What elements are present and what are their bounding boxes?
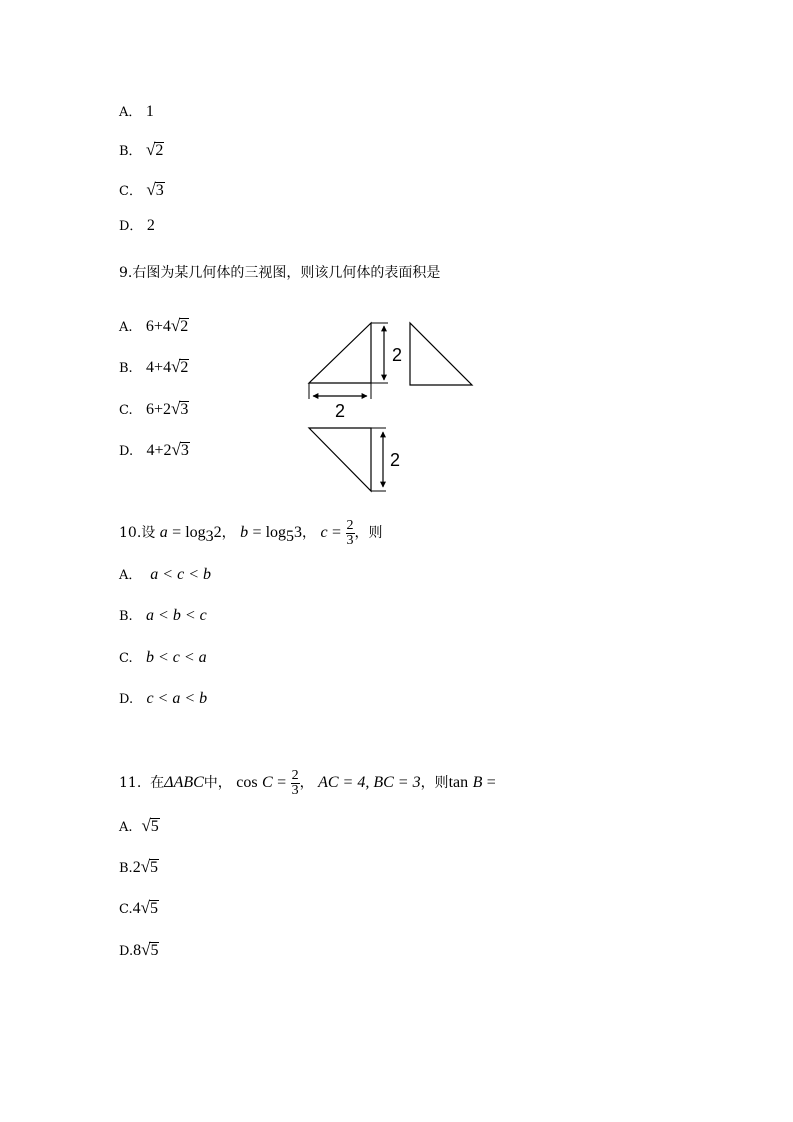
radicand: 5 <box>150 859 159 876</box>
log-arg-b: 3 <box>294 524 303 541</box>
fraction <box>346 519 355 548</box>
option-label: A. <box>119 320 133 335</box>
option-label: B． <box>119 144 142 159</box>
radicand: 3 <box>155 182 164 199</box>
var-C: C <box>262 774 273 791</box>
q11-option-c[interactable] <box>119 898 159 920</box>
radicand: 3 <box>180 442 189 459</box>
option-label: C. <box>119 902 133 917</box>
option-label: C. <box>119 651 133 666</box>
log-base-b: 5 <box>286 527 295 545</box>
q11-option-a[interactable] <box>119 816 160 838</box>
front-view <box>309 323 388 399</box>
option-expression: b < c < a <box>145 649 207 666</box>
question-number: 11. <box>119 775 142 791</box>
option-value: 1 <box>145 103 154 120</box>
option-label: A． <box>119 105 142 120</box>
cos-fn: cos <box>236 774 258 791</box>
fraction-denominator: 3 <box>346 532 354 548</box>
option-prefix: 2 <box>132 859 141 876</box>
sqrt-expression: √2 <box>146 140 164 159</box>
var-c: c <box>320 524 328 541</box>
q10-stem <box>119 516 383 554</box>
q8-option-c[interactable] <box>119 180 165 202</box>
triangle: ΔABC <box>164 774 204 791</box>
top-view <box>309 428 386 491</box>
option-label: D. <box>119 944 134 959</box>
radicand: 2 <box>155 142 164 159</box>
tan-fn: tan <box>448 774 469 791</box>
radicand: 5 <box>149 900 158 917</box>
log-b: = log <box>252 524 287 541</box>
option-label: B. <box>119 609 133 624</box>
fraction-numerator: 2 <box>346 517 354 533</box>
sqrt-expression: √2 <box>170 316 189 335</box>
separator: ， <box>221 525 236 541</box>
fraction-denominator: 3 <box>291 782 299 798</box>
option-prefix: 4 <box>132 900 141 917</box>
var-b: b <box>240 524 249 541</box>
separator: ， <box>302 525 317 541</box>
var-B: B <box>472 774 483 791</box>
sqrt-expression: √5 <box>141 940 159 959</box>
radicand: 3 <box>180 401 189 418</box>
q8-option-b[interactable] <box>119 140 164 162</box>
option-prefix: 6+4 <box>145 318 171 335</box>
q9-stem: 9.右图为某几何体的三视图，则该几何体的表面积是 <box>119 265 441 281</box>
option-expression: a < b < c <box>146 607 207 624</box>
option-prefix: 6+2 <box>145 401 172 418</box>
option-prefix: 4+2 <box>146 442 172 459</box>
zhong-word: 中， <box>203 775 232 791</box>
sqrt-expression: √5 <box>141 816 159 835</box>
q9-option-a[interactable] <box>119 316 189 338</box>
q9-option-b[interactable] <box>119 357 189 379</box>
question-number: 10. <box>119 525 142 541</box>
option-prefix: 4+4 <box>146 359 172 376</box>
then-word: ，则 <box>420 775 449 791</box>
option-label: D. <box>119 444 134 459</box>
q9-option-c[interactable] <box>119 399 189 421</box>
log-base-a: 3 <box>205 527 214 545</box>
radicand: 5 <box>150 942 159 959</box>
q8-option-d[interactable] <box>119 216 155 237</box>
conditions: AC = 4, BC = 3 <box>318 774 421 791</box>
option-label: C. <box>119 403 133 418</box>
option-label: D. <box>119 692 134 707</box>
sqrt-expression: √3 <box>171 399 189 418</box>
q11-option-b[interactable] <box>119 857 159 879</box>
var-a: a <box>159 524 168 541</box>
q8-option-a[interactable] <box>119 102 154 123</box>
log-a: = log <box>172 524 206 541</box>
option-prefix: 8 <box>133 942 142 959</box>
option-expression: c < a < b <box>146 690 208 707</box>
three-view-figure <box>300 315 490 500</box>
radicand: 2 <box>180 318 189 335</box>
option-value: 2 <box>146 217 155 234</box>
front-width-label: 2 <box>335 401 346 421</box>
sqrt-expression: √2 <box>171 357 189 376</box>
option-label: A． <box>119 568 142 583</box>
sqrt-expression: √5 <box>140 857 159 876</box>
fraction-numerator: 2 <box>291 767 299 783</box>
set-word: 设 <box>141 525 156 541</box>
option-label: B. <box>119 361 133 376</box>
q10-option-c[interactable] <box>119 648 207 669</box>
equals: = <box>277 774 287 791</box>
in-word: 在 <box>150 775 165 791</box>
equals: = <box>332 524 342 541</box>
q9-option-d[interactable] <box>119 440 190 462</box>
separator: ， <box>299 775 314 791</box>
sqrt-expression: √3 <box>146 180 164 199</box>
log-arg-a: 2 <box>213 524 222 541</box>
q11-stem <box>119 766 496 800</box>
option-label: A. <box>119 820 133 835</box>
option-label: C． <box>119 184 142 199</box>
fraction <box>291 769 300 798</box>
q10-option-d[interactable] <box>119 689 207 710</box>
option-expression: a < c < b <box>150 566 211 583</box>
equals-tail: = <box>486 774 496 791</box>
front-height-label: 2 <box>392 345 403 365</box>
top-height-label: 2 <box>390 450 401 470</box>
sqrt-expression: √3 <box>171 440 189 459</box>
then-word: ，则 <box>354 525 383 541</box>
q11-option-d[interactable] <box>119 940 159 962</box>
radicand: 2 <box>180 359 189 376</box>
option-label: D． <box>119 219 143 234</box>
sqrt-expression: √5 <box>140 898 158 917</box>
side-view <box>410 323 472 385</box>
q10-option-b[interactable] <box>119 606 207 627</box>
radicand: 5 <box>150 818 159 835</box>
option-label: B. <box>119 861 133 876</box>
q10-option-a[interactable] <box>119 565 211 586</box>
